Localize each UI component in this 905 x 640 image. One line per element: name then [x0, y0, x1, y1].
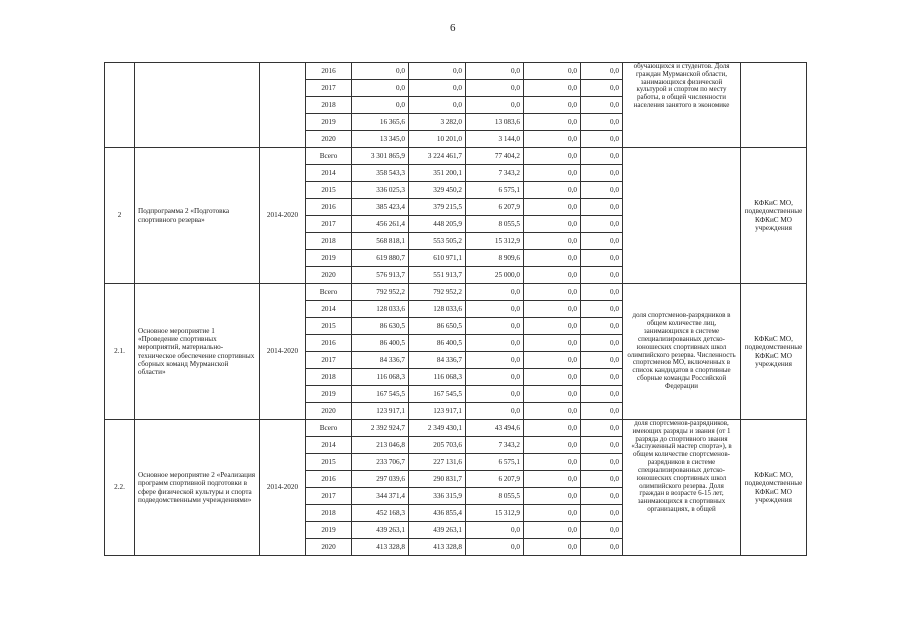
- funding-regional-cell: 792 952,2: [409, 284, 466, 301]
- funding-total-cell: 13 345,0: [352, 131, 409, 148]
- year-cell: 2016: [306, 63, 352, 80]
- year-cell: 2015: [306, 182, 352, 199]
- item-name: Подпрограмма 2 «Подготовка спортивного резерва»: [135, 148, 260, 284]
- funding-federal-cell: 0,0: [466, 63, 524, 80]
- funding-local-cell: 0,0: [524, 114, 581, 131]
- funding-total-cell: 0,0: [352, 97, 409, 114]
- year-cell: Всего: [306, 284, 352, 301]
- funding-total-cell: 86 630,5: [352, 318, 409, 335]
- funding-regional-cell: 86 650,5: [409, 318, 466, 335]
- funding-federal-cell: 6 207,9: [466, 471, 524, 488]
- funding-total-cell: 213 046,8: [352, 437, 409, 454]
- funding-local-cell: 0,0: [524, 131, 581, 148]
- funding-federal-cell: 15 312,9: [466, 505, 524, 522]
- funding-federal-cell: 0,0: [466, 386, 524, 403]
- funding-other-cell: 0,0: [581, 403, 623, 420]
- indicator-text: обучающихся и студентов. Доля граждан Мурманской области, занимающихся физической культурой и спортом по месту работы, в общей численности населения занятого в экономике: [623, 63, 741, 148]
- funding-other-cell: 0,0: [581, 301, 623, 318]
- funding-regional-cell: 10 201,0: [409, 131, 466, 148]
- funding-regional-cell: 290 831,7: [409, 471, 466, 488]
- funding-other-cell: 0,0: [581, 335, 623, 352]
- year-cell: 2019: [306, 114, 352, 131]
- funding-other-cell: 0,0: [581, 216, 623, 233]
- funding-local-cell: 0,0: [524, 318, 581, 335]
- item-name: Основное мероприятие 2 «Реализация программ спортивной подготовки в сфере физической культуры и спорта подведомственными учреждениями»: [135, 420, 260, 556]
- funding-local-cell: 0,0: [524, 471, 581, 488]
- table-row: [105, 148, 807, 165]
- year-cell: 2016: [306, 335, 352, 352]
- funding-federal-cell: 13 083,6: [466, 114, 524, 131]
- year-cell: 2017: [306, 80, 352, 97]
- funding-regional-cell: 439 263,1: [409, 522, 466, 539]
- executor-text: КФКиС МО, подведомственные КФКиС МО учреждения: [741, 148, 807, 284]
- funding-other-cell: 0,0: [581, 386, 623, 403]
- funding-federal-cell: 0,0: [466, 97, 524, 114]
- funding-local-cell: 0,0: [524, 488, 581, 505]
- funding-local-cell: 0,0: [524, 335, 581, 352]
- funding-local-cell: 0,0: [524, 148, 581, 165]
- funding-federal-cell: 15 312,9: [466, 233, 524, 250]
- funding-regional-cell: 0,0: [409, 97, 466, 114]
- funding-regional-cell: 610 971,1: [409, 250, 466, 267]
- funding-local-cell: 0,0: [524, 284, 581, 301]
- funding-total-cell: 84 336,7: [352, 352, 409, 369]
- funding-regional-cell: 553 505,2: [409, 233, 466, 250]
- item-name: Основное мероприятие 1 «Проведение спортивных мероприятий, материально-техническое обеспечение спортивных сборных команд Мурманской области»: [135, 284, 260, 420]
- funding-total-cell: 86 400,5: [352, 335, 409, 352]
- funding-local-cell: 0,0: [524, 369, 581, 386]
- funding-regional-cell: 0,0: [409, 80, 466, 97]
- item-name: [135, 63, 260, 148]
- funding-total-cell: 0,0: [352, 80, 409, 97]
- funding-total-cell: 452 168,3: [352, 505, 409, 522]
- funding-regional-cell: 0,0: [409, 63, 466, 80]
- funding-total-cell: 3 301 865,9: [352, 148, 409, 165]
- year-cell: 2017: [306, 488, 352, 505]
- funding-total-cell: 576 913,7: [352, 267, 409, 284]
- funding-federal-cell: 3 144,0: [466, 131, 524, 148]
- funding-total-cell: 128 033,6: [352, 301, 409, 318]
- funding-total-cell: 0,0: [352, 63, 409, 80]
- funding-federal-cell: 8 909,6: [466, 250, 524, 267]
- funding-other-cell: 0,0: [581, 488, 623, 505]
- year-cell: 2019: [306, 386, 352, 403]
- funding-federal-cell: 0,0: [466, 301, 524, 318]
- funding-federal-cell: 43 494,6: [466, 420, 524, 437]
- funding-total-cell: 358 543,3: [352, 165, 409, 182]
- funding-local-cell: 0,0: [524, 182, 581, 199]
- funding-other-cell: 0,0: [581, 522, 623, 539]
- table-body: [105, 63, 807, 556]
- funding-total-cell: 385 423,4: [352, 199, 409, 216]
- funding-other-cell: 0,0: [581, 97, 623, 114]
- funding-regional-cell: 205 703,6: [409, 437, 466, 454]
- funding-local-cell: 0,0: [524, 233, 581, 250]
- funding-total-cell: 123 917,1: [352, 403, 409, 420]
- funding-local-cell: 0,0: [524, 199, 581, 216]
- funding-regional-cell: 336 315,9: [409, 488, 466, 505]
- item-number: 2.1.: [105, 284, 135, 420]
- year-cell: 2020: [306, 131, 352, 148]
- funding-regional-cell: 86 400,5: [409, 335, 466, 352]
- funding-federal-cell: 0,0: [466, 335, 524, 352]
- funding-federal-cell: 8 055,5: [466, 488, 524, 505]
- item-number: [105, 63, 135, 148]
- funding-other-cell: 0,0: [581, 182, 623, 199]
- funding-regional-cell: 116 068,3: [409, 369, 466, 386]
- item-period: 2014-2020: [260, 148, 306, 284]
- funding-federal-cell: 0,0: [466, 284, 524, 301]
- budget-table: [104, 62, 807, 556]
- year-cell: 2017: [306, 216, 352, 233]
- funding-local-cell: 0,0: [524, 80, 581, 97]
- table-row: [105, 420, 807, 437]
- funding-local-cell: 0,0: [524, 403, 581, 420]
- funding-federal-cell: 0,0: [466, 369, 524, 386]
- funding-federal-cell: 25 000,0: [466, 267, 524, 284]
- funding-other-cell: 0,0: [581, 199, 623, 216]
- funding-other-cell: 0,0: [581, 114, 623, 131]
- funding-federal-cell: 0,0: [466, 80, 524, 97]
- funding-other-cell: 0,0: [581, 505, 623, 522]
- funding-federal-cell: 8 055,5: [466, 216, 524, 233]
- funding-regional-cell: 3 224 461,7: [409, 148, 466, 165]
- funding-federal-cell: 0,0: [466, 539, 524, 556]
- executor-text: КФКиС МО, подведомственные КФКиС МО учреждения: [741, 420, 807, 556]
- funding-federal-cell: 0,0: [466, 522, 524, 539]
- year-cell: 2016: [306, 471, 352, 488]
- funding-other-cell: 0,0: [581, 318, 623, 335]
- funding-total-cell: 16 365,6: [352, 114, 409, 131]
- funding-regional-cell: 448 205,9: [409, 216, 466, 233]
- funding-total-cell: 336 025,3: [352, 182, 409, 199]
- funding-other-cell: 0,0: [581, 369, 623, 386]
- year-cell: 2019: [306, 250, 352, 267]
- funding-other-cell: 0,0: [581, 80, 623, 97]
- page-number: 6: [450, 22, 456, 34]
- item-period: 2014-2020: [260, 420, 306, 556]
- funding-federal-cell: 6 575,1: [466, 182, 524, 199]
- year-cell: 2014: [306, 301, 352, 318]
- funding-local-cell: 0,0: [524, 505, 581, 522]
- year-cell: 2019: [306, 522, 352, 539]
- year-cell: 2018: [306, 233, 352, 250]
- funding-other-cell: 0,0: [581, 250, 623, 267]
- funding-other-cell: 0,0: [581, 148, 623, 165]
- indicator-text: [623, 148, 741, 284]
- funding-local-cell: 0,0: [524, 437, 581, 454]
- year-cell: Всего: [306, 148, 352, 165]
- funding-local-cell: 0,0: [524, 250, 581, 267]
- funding-regional-cell: 329 450,2: [409, 182, 466, 199]
- executor-text: КФКиС МО, подведомственные КФКиС МО учреждения: [741, 284, 807, 420]
- funding-local-cell: 0,0: [524, 97, 581, 114]
- funding-total-cell: 116 068,3: [352, 369, 409, 386]
- funding-local-cell: 0,0: [524, 63, 581, 80]
- year-cell: 2018: [306, 97, 352, 114]
- funding-regional-cell: 379 215,5: [409, 199, 466, 216]
- funding-local-cell: 0,0: [524, 301, 581, 318]
- funding-federal-cell: 0,0: [466, 352, 524, 369]
- funding-local-cell: 0,0: [524, 386, 581, 403]
- item-period: [260, 63, 306, 148]
- year-cell: 2014: [306, 437, 352, 454]
- funding-other-cell: 0,0: [581, 420, 623, 437]
- year-cell: 2015: [306, 454, 352, 471]
- table-row: [105, 284, 807, 301]
- funding-total-cell: 344 371,4: [352, 488, 409, 505]
- funding-total-cell: 792 952,2: [352, 284, 409, 301]
- funding-other-cell: 0,0: [581, 63, 623, 80]
- funding-other-cell: 0,0: [581, 284, 623, 301]
- funding-local-cell: 0,0: [524, 539, 581, 556]
- year-cell: 2016: [306, 199, 352, 216]
- year-cell: 2014: [306, 165, 352, 182]
- funding-regional-cell: 351 200,1: [409, 165, 466, 182]
- funding-regional-cell: 2 349 430,1: [409, 420, 466, 437]
- funding-regional-cell: 3 282,0: [409, 114, 466, 131]
- funding-federal-cell: 0,0: [466, 403, 524, 420]
- indicator-text: доля спортсменов-разрядников в общем количестве лиц, занимающихся в системе специализированных детско-юношеских спортивных школ олимпийского резерва. Численность спортсменов МО, включенных в список кандидатов в спортивные сборные команды Российской Федерации: [623, 284, 741, 420]
- year-cell: 2020: [306, 539, 352, 556]
- funding-other-cell: 0,0: [581, 471, 623, 488]
- funding-federal-cell: 7 343,2: [466, 165, 524, 182]
- funding-federal-cell: 77 404,2: [466, 148, 524, 165]
- funding-regional-cell: 227 131,6: [409, 454, 466, 471]
- funding-other-cell: 0,0: [581, 267, 623, 284]
- funding-federal-cell: 6 207,9: [466, 199, 524, 216]
- funding-total-cell: 2 392 924,7: [352, 420, 409, 437]
- funding-regional-cell: 167 545,5: [409, 386, 466, 403]
- funding-other-cell: 0,0: [581, 165, 623, 182]
- funding-local-cell: 0,0: [524, 352, 581, 369]
- funding-other-cell: 0,0: [581, 233, 623, 250]
- year-cell: 2017: [306, 352, 352, 369]
- funding-total-cell: 619 880,7: [352, 250, 409, 267]
- funding-federal-cell: 0,0: [466, 318, 524, 335]
- year-cell: 2018: [306, 505, 352, 522]
- funding-total-cell: 413 328,8: [352, 539, 409, 556]
- year-cell: 2018: [306, 369, 352, 386]
- funding-other-cell: 0,0: [581, 454, 623, 471]
- funding-other-cell: 0,0: [581, 539, 623, 556]
- funding-total-cell: 456 261,4: [352, 216, 409, 233]
- funding-local-cell: 0,0: [524, 165, 581, 182]
- item-number: 2: [105, 148, 135, 284]
- year-cell: 2020: [306, 403, 352, 420]
- funding-federal-cell: 7 343,2: [466, 437, 524, 454]
- funding-total-cell: 233 706,7: [352, 454, 409, 471]
- funding-regional-cell: 551 913,7: [409, 267, 466, 284]
- funding-federal-cell: 6 575,1: [466, 454, 524, 471]
- funding-regional-cell: 436 855,4: [409, 505, 466, 522]
- indicator-text: доля спортсменов-разрядников, имеющих разряды и звания (от 1 разряда до спортивного звания «Заслуженный мастер спорта»), в общем количестве спортсменов-разрядников в системе специализированных детско-юношеских спортивных школ олимпийского резерва. Доля граждан в возрасте 6-15 лет, занимающихся в спортивных организациях, в общей: [623, 420, 741, 556]
- item-number: 2.2.: [105, 420, 135, 556]
- funding-other-cell: 0,0: [581, 437, 623, 454]
- funding-regional-cell: 123 917,1: [409, 403, 466, 420]
- funding-local-cell: 0,0: [524, 454, 581, 471]
- year-cell: 2015: [306, 318, 352, 335]
- funding-total-cell: 568 818,1: [352, 233, 409, 250]
- item-period: 2014-2020: [260, 284, 306, 420]
- funding-local-cell: 0,0: [524, 420, 581, 437]
- year-cell: Всего: [306, 420, 352, 437]
- funding-local-cell: 0,0: [524, 267, 581, 284]
- funding-total-cell: 439 263,1: [352, 522, 409, 539]
- table-row: [105, 63, 807, 80]
- funding-total-cell: 167 545,5: [352, 386, 409, 403]
- funding-regional-cell: 413 328,8: [409, 539, 466, 556]
- executor-text: [741, 63, 807, 148]
- funding-total-cell: 297 039,6: [352, 471, 409, 488]
- funding-regional-cell: 84 336,7: [409, 352, 466, 369]
- funding-other-cell: 0,0: [581, 352, 623, 369]
- year-cell: 2020: [306, 267, 352, 284]
- funding-local-cell: 0,0: [524, 522, 581, 539]
- funding-other-cell: 0,0: [581, 131, 623, 148]
- funding-regional-cell: 128 033,6: [409, 301, 466, 318]
- funding-local-cell: 0,0: [524, 216, 581, 233]
